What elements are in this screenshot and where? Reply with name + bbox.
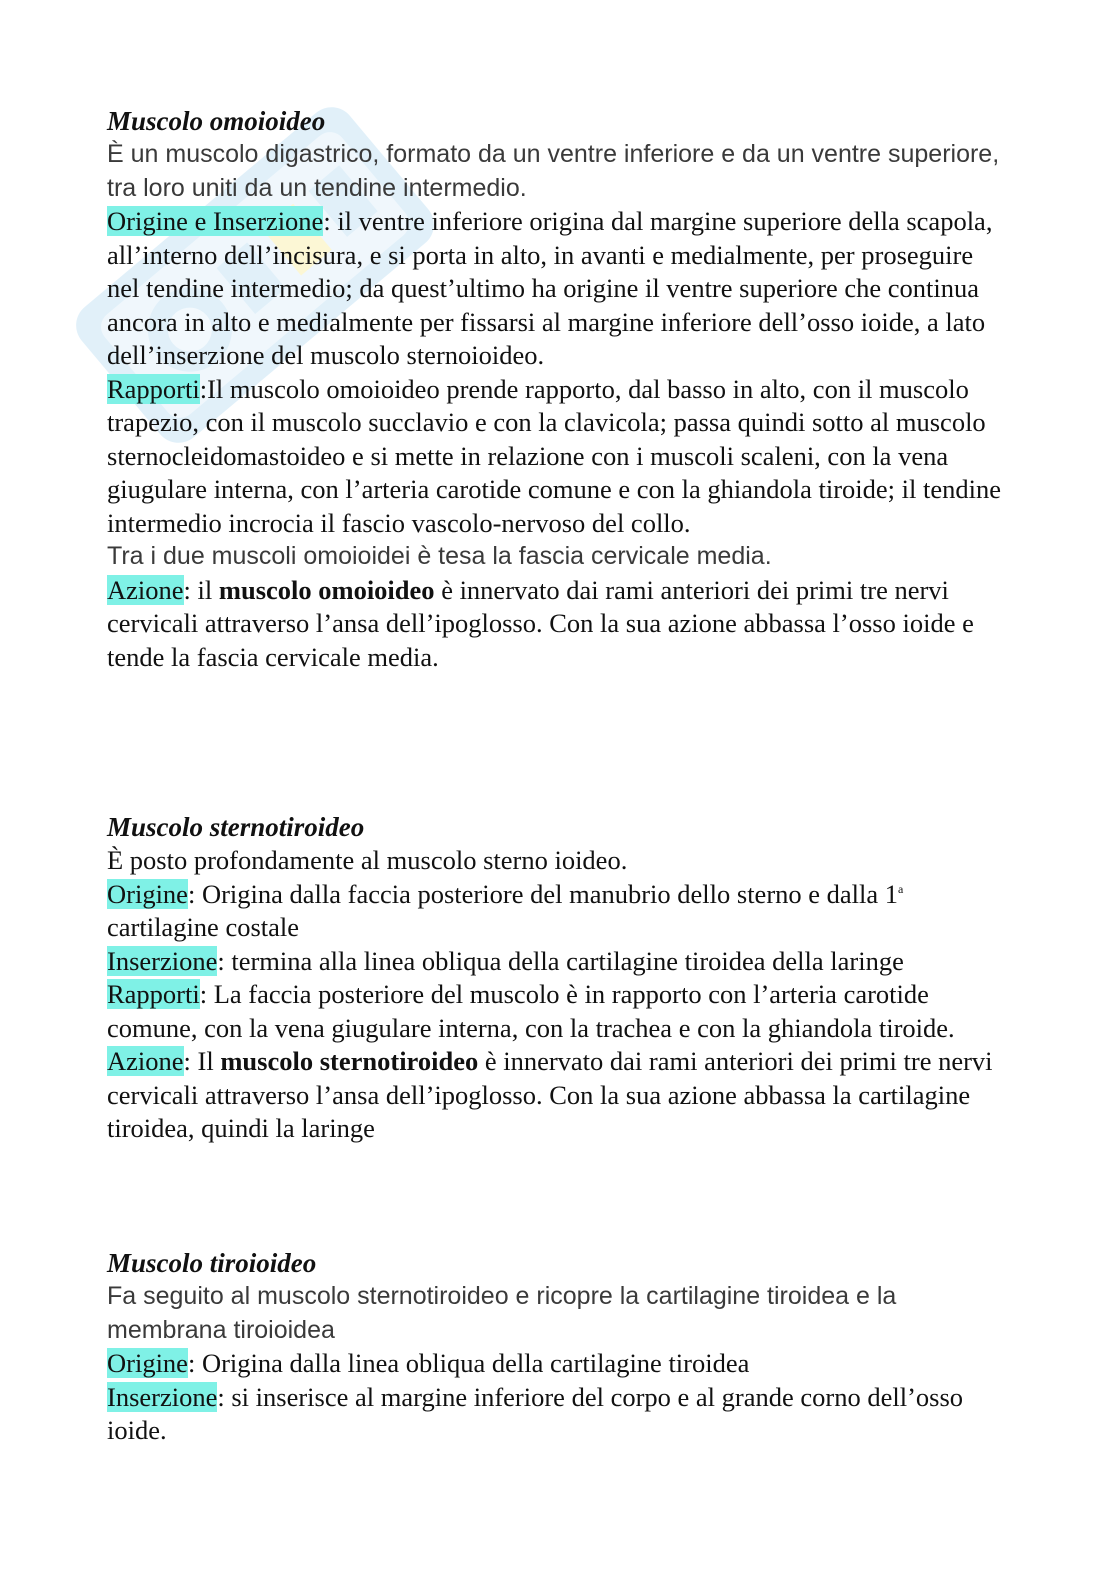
rapporti-text: :Il muscolo omoioideo prende rapporto, dal basso in alto, con il muscolo trapezio, con il muscolo succlavio e con la clavicola; passa quindi sotto al muscolo sternocleidomastoideo e si mette in relazione con i muscoli scaleni, con la vena giugulare interna, con l’arteria carotide comune e con la ghiandola tiroide; il tendine intermedio incrocia il fascio vascolo-nervoso del collo.: [107, 373, 1002, 538]
section-tiroioideo: [107, 1246, 1012, 1448]
inserzione-paragraph: [107, 945, 1012, 979]
document-content: [107, 104, 1012, 1445]
origine-inserzione-paragraph: [107, 205, 1012, 373]
origine-inserzione-text: : il ventre inferiore origina dal margine superiore della scapola, all’interno dell’incisura, e si porta in alto, in avanti e medialmente, per proseguire nel tendine intermedio; da quest’ultimo ha origine il ventre superiore che continua ancora in alto e medialmente per fissarsi al margine inferiore dell’osso ioide, a lato dell’inserzione del muscolo sternoioideo.: [107, 206, 993, 370]
origine-label: Origine: [107, 878, 188, 909]
inserzione-text: : si inserisce al margine inferiore del corpo e al grande corno dell’osso ioide.: [107, 1381, 964, 1445]
section-note: Tra i due muscoli omoioidei è tesa la fascia cervicale media.: [107, 542, 772, 570]
section-omoioideo: [107, 104, 1012, 674]
rapporti-paragraph: [107, 373, 1012, 541]
rapporti-paragraph: [107, 978, 1012, 1045]
azione-paragraph: [107, 1045, 1012, 1146]
azione-paragraph: [107, 574, 1012, 675]
rapporti-label: Rapporti: [107, 373, 200, 404]
section-sternotiroideo: [107, 810, 1012, 1146]
origine-label: Origine: [107, 1348, 188, 1378]
section-intro: È posto profondamente al muscolo sterno ioideo.: [107, 845, 628, 875]
ordinal-superscript: a: [898, 881, 904, 896]
azione-pre: : il: [183, 574, 219, 605]
origine-paragraph: [107, 878, 1012, 945]
section-intro: Fa seguito al muscolo sternotiroideo e ricopre la cartilagine tiroidea e la membrana tiroioidea: [107, 1282, 897, 1344]
inserzione-text: : termina alla linea obliqua della cartilagine tiroidea della laringe: [217, 945, 904, 976]
inserzione-label: Inserzione: [107, 945, 218, 976]
origine-paragraph: [107, 1347, 1012, 1381]
origine-inserzione-label: Origine e Inserzione: [107, 206, 324, 236]
origine-text: : Origina dalla faccia posteriore del manubrio dello sterno e dalla 1: [187, 878, 899, 909]
section-title: Muscolo tiroioideo: [107, 1248, 317, 1278]
azione-text: è innervato dai rami anteriori dei primi tre nervi cervicali attraverso l’ansa dell’ipoglosso. Con la sua azione abbassa l’osso ioide e tende la fascia cervicale media.: [107, 574, 974, 672]
inserzione-paragraph: [107, 1381, 1012, 1448]
section-title: Muscolo omoioideo: [107, 106, 326, 136]
azione-muscle-name: muscolo omoioideo: [218, 574, 435, 605]
rapporti-text: : La faccia posteriore del muscolo è in rapporto con l’arteria carotide comune, con la vena giugulare interna, con la trachea e con la ghiandola tiroide.: [107, 979, 955, 1043]
inserzione-label: Inserzione: [107, 1381, 218, 1412]
azione-label: Azione: [107, 1046, 184, 1076]
origine-text: : Origina dalla linea obliqua della cartilagine tiroidea: [187, 1348, 750, 1378]
section-intro: È un muscolo digastrico, formato da un ventre inferiore e da un ventre superiore, tra loro uniti da un tendine intermedio.: [107, 140, 1000, 202]
origine-text-continued: cartilagine costale: [107, 912, 300, 942]
azione-muscle-name: muscolo sternotiroideo: [220, 1046, 479, 1076]
azione-text: è innervato dai rami anteriori dei primi tre nervi cervicali attraverso l’ansa dell’ipoglosso. Con la sua azione abbassa la cartilagine tiroidea, quindi la laringe: [107, 1046, 993, 1143]
azione-label: Azione: [107, 574, 184, 605]
section-title: Muscolo sternotiroideo: [107, 812, 365, 842]
rapporti-label: Rapporti: [107, 979, 200, 1009]
azione-pre: : Il: [183, 1046, 221, 1076]
